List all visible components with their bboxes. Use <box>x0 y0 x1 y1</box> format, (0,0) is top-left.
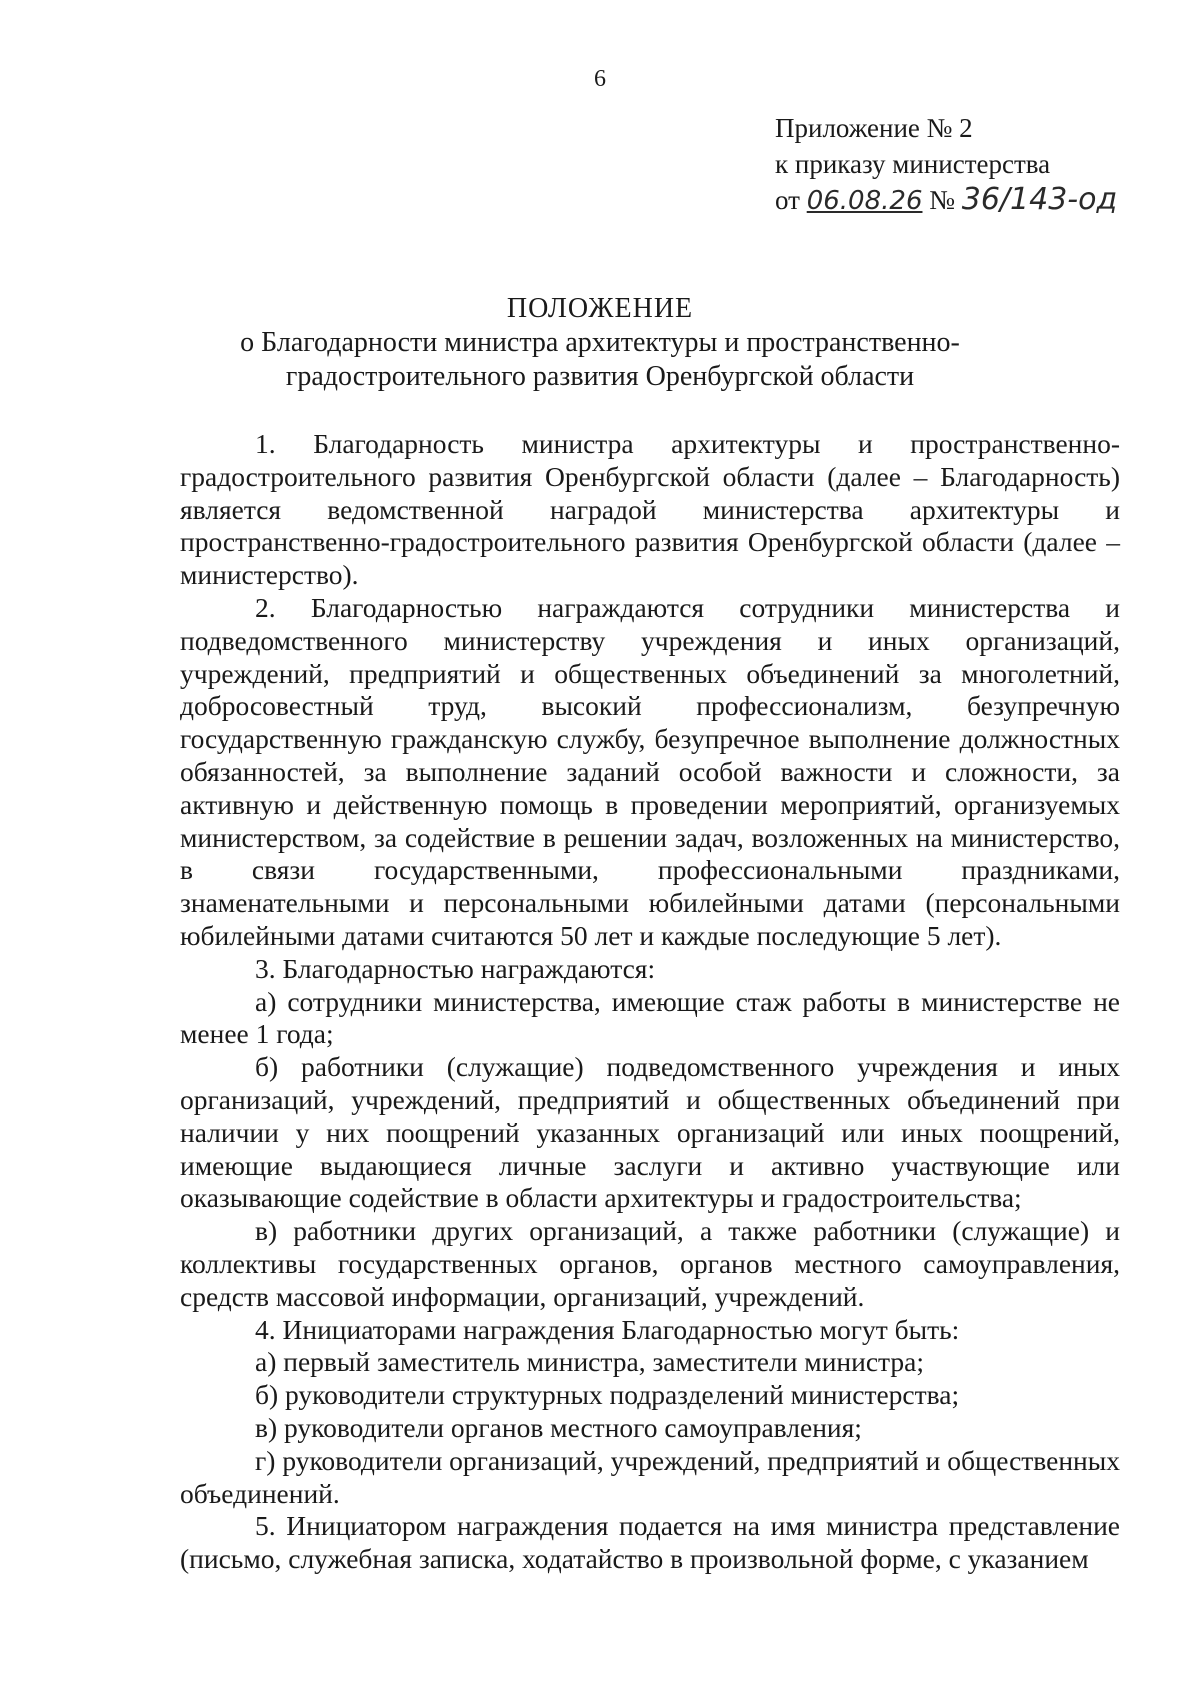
paragraph-4b: б) руководители структурных подразделений министерства; <box>255 1379 960 1411</box>
paragraph-3c: в) работники других организаций, а также работники (служащие) и коллективы государственных органов, органов местного самоуправления, средств массовой информации, организаций, учреждений. <box>180 1215 1120 1312</box>
paragraph-4a: а) первый заместитель министра, заместители министра; <box>255 1346 924 1378</box>
appendix-line-2: к приказу министерства <box>775 149 1051 179</box>
paragraph-5: 5. Инициатором награждения подается на имя министра представление (письмо, служебная записка, ходатайство в произвольной форме, с указанием <box>180 1510 1120 1575</box>
paragraph-2: 2. Благодарностью награждаются сотрудники министерства и подведомственного министерству учреждения и иных организаций, учреждений, предприятий и общественных объединений за многолетний, добросовестный труд, высокий профессионализм, безупречную государственную гражданскую службу, безупречное выполнение должностных обязанностей, за выполнение заданий особой важности и сложности, за активную и действенную помощь в проведении мероприятий, организуемых министерством, за содействие в решении задач, возложенных на министерство, в связи государственными, профессиональными праздниками, знаменательными и персональными юбилейными датами (персональными юбилейными датами считаются 50 лет и каждые последующие 5 лет). <box>180 591 1120 951</box>
number-prefix: № <box>929 185 955 215</box>
document-title: ПОЛОЖЕНИЕ <box>506 293 694 324</box>
paragraph-3a: а) сотрудники министерства, имеющие стаж работы в министерстве не менее 1 года; <box>180 985 1120 1050</box>
document-subtitle-line-2: градостроительного развития Оренбургской области <box>285 361 915 392</box>
paragraph-4c: в) руководители органов местного самоуправления; <box>255 1411 862 1443</box>
handwritten-date: 06.08.26 <box>806 186 923 216</box>
appendix-line-1: Приложение № 2 <box>775 113 973 143</box>
paragraph-4d: г) руководители организаций, учреждений, предприятий и общественных объединений. <box>180 1444 1120 1509</box>
appendix-line-3 <box>775 182 1117 219</box>
document-body <box>180 428 1120 1576</box>
document-subtitle-line-1: о Благодарности министра архитектуры и пространственно- <box>240 327 960 358</box>
date-prefix: от <box>775 185 800 215</box>
appendix-header <box>775 110 1117 219</box>
paragraph-3b: б) работники (служащие) подведомственного учреждения и иных организаций, учреждений, предприятий и общественных объединений при наличии у них поощрений указанных организаций или иных поощрений, имеющие выдающиеся личные заслуги и активно участвующие или оказывающие содействие в области архитектуры и градостроительства; <box>180 1051 1120 1214</box>
handwritten-order-number: 36/143-од <box>961 182 1118 217</box>
paragraph-1: 1. Благодарность министра архитектуры и пространственно-градостроительного развития Оренбургской области (далее – Благодарность) является ведомственной наградой министерства архитектуры и пространственно-градостроительного развития Оренбургской области (далее – министерство). <box>180 428 1120 591</box>
paragraph-4: 4. Инициаторами награждения Благодарностью могут быть: <box>255 1313 960 1345</box>
page-number: 6 <box>594 66 606 92</box>
paragraph-3: 3. Благодарностью награждаются: <box>255 952 656 984</box>
document-title-block <box>0 292 1200 394</box>
